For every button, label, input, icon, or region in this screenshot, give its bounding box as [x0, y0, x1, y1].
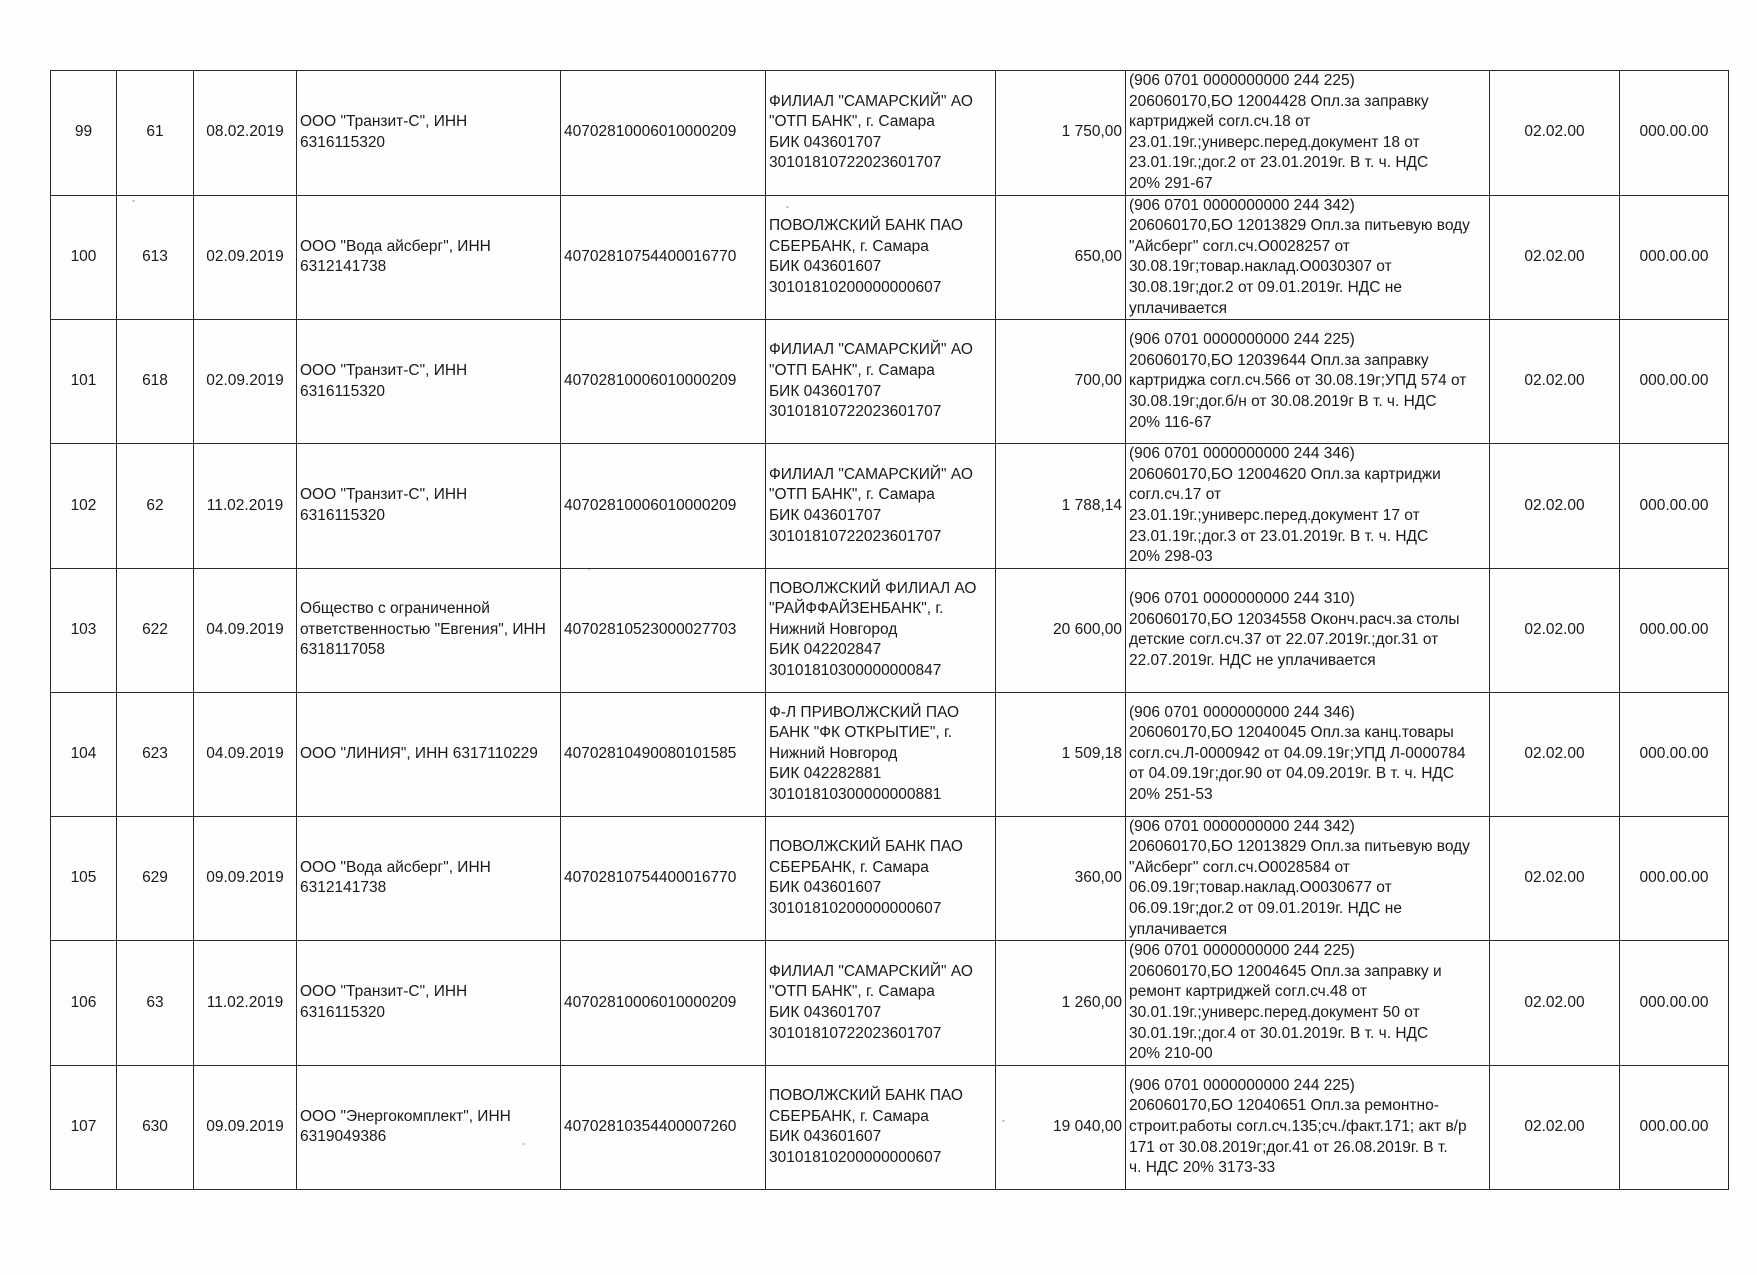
purpose-line: 206060170,БО 12004428 Опл.за заправку [1129, 92, 1429, 110]
purpose-line: 206060170,БО 12013829 Опл.за питьевую воду [1129, 838, 1470, 856]
bank-cell [766, 941, 996, 1066]
table-row [51, 320, 1729, 444]
account-cell: 40702810523000027703 [561, 568, 766, 692]
account-cell: 40702810006010000209 [561, 71, 766, 196]
purpose-line: "Айсберг" согл.сч.О0028257 от [1129, 237, 1350, 255]
table-row [51, 444, 1729, 569]
bank-line: Нижний Новгород [769, 620, 898, 638]
bank-line: БИК 043601707 [769, 1004, 882, 1022]
bank-line: БИК 043601607 [769, 258, 882, 276]
org-line: ООО "Транзит-С", ИНН [300, 486, 468, 504]
purpose-line: (906 0701 0000000000 244 342) [1129, 196, 1355, 214]
secondary-code-cell: 000.00.00 [1620, 568, 1729, 692]
amount-cell: 700,00 [996, 320, 1126, 444]
bank-line: "ОТП БАНК", г. Самара [769, 983, 935, 1001]
payment-purpose-cell [1126, 692, 1490, 816]
date-cell: 02.09.2019 [194, 320, 297, 444]
table-row [51, 195, 1729, 320]
date-cell: 02.09.2019 [194, 195, 297, 320]
bank-line: ФИЛИАЛ "САМАРСКИЙ" АО [769, 92, 973, 110]
document-number-cell: 629 [117, 816, 194, 941]
document-number-cell: 630 [117, 1065, 194, 1189]
purpose-line: уплачивается [1129, 920, 1228, 938]
purpose-line: 23.01.19г.;дог.2 от 23.01.2019г. В т. ч. НДС [1129, 154, 1429, 172]
account-cell: 40702810490080101585 [561, 692, 766, 816]
org-line: 6316115320 [300, 506, 386, 524]
bank-line: 30101810200000000607 [769, 900, 942, 918]
org-line: 6318117058 [300, 641, 386, 659]
org-line: ООО "Энергокомплект", ИНН [300, 1107, 511, 1125]
payment-purpose-cell [1126, 320, 1490, 444]
date-cell: 09.09.2019 [194, 1065, 297, 1189]
purpose-line: 206060170,БО 12040651 Опл.за ремонтно- [1129, 1097, 1439, 1115]
date-cell: 08.02.2019 [194, 71, 297, 196]
bank-line: ПОВОЛЖСКИЙ БАНК ПАО [769, 217, 963, 235]
payment-purpose-cell [1126, 195, 1490, 320]
table-row [51, 692, 1729, 816]
org-line: ООО "Вода айсберг", ИНН [300, 237, 491, 255]
organization-cell [297, 816, 561, 941]
document-number-cell: 62 [117, 444, 194, 569]
account-cell: 40702810006010000209 [561, 444, 766, 569]
org-line: 6316115320 [300, 1004, 386, 1022]
payment-purpose-cell [1126, 444, 1490, 569]
bank-line: БИК 043601707 [769, 506, 882, 524]
bank-line: ФИЛИАЛ "САМАРСКИЙ" АО [769, 465, 973, 483]
purpose-line: 30.01.19г.;дог.4 от 30.01.2019г. В т. ч. НДС [1129, 1024, 1429, 1042]
bank-cell [766, 71, 996, 196]
classification-code-cell: 02.02.00 [1490, 195, 1620, 320]
classification-code-cell: 02.02.00 [1490, 71, 1620, 196]
org-line: 6319049386 [300, 1128, 387, 1146]
account-cell: 40702810754400016770 [561, 195, 766, 320]
bank-line: 30101810722023601707 [769, 154, 942, 172]
purpose-line: 23.01.19г.;универс.перед.документ 17 от [1129, 506, 1420, 524]
row-number-cell: 104 [51, 692, 117, 816]
purpose-line: (906 0701 0000000000 244 342) [1129, 817, 1355, 835]
purpose-line: 30.08.19г;товар.наклад.О0030307 от [1129, 258, 1392, 276]
purpose-line: 20% 210-00 [1129, 1045, 1213, 1063]
secondary-code-cell: 000.00.00 [1620, 444, 1729, 569]
purpose-line: от 04.09.19г;дог.90 от 04.09.2019г. В т. ч. НДС [1129, 765, 1455, 783]
payment-purpose-cell [1126, 568, 1490, 692]
account-cell: 40702810006010000209 [561, 320, 766, 444]
organization-cell [297, 195, 561, 320]
bank-line: Ф-Л ПРИВОЛЖСКИЙ ПАО [769, 703, 960, 721]
bank-line: БИК 042202847 [769, 641, 882, 659]
purpose-line: 171 от 30.08.2019г;дог.41 от 26.08.2019г. В т. [1129, 1138, 1448, 1156]
date-cell: 09.09.2019 [194, 816, 297, 941]
bank-line: 30101810300000000881 [769, 786, 942, 804]
purpose-line: уплачивается [1129, 299, 1228, 317]
bank-line: Нижний Новгород [769, 744, 898, 762]
document-number-cell: 618 [117, 320, 194, 444]
document-number-cell: 622 [117, 568, 194, 692]
bank-line: 30101810722023601707 [769, 1024, 942, 1042]
payment-purpose-cell [1126, 71, 1490, 196]
organization-cell [297, 444, 561, 569]
secondary-code-cell: 000.00.00 [1620, 816, 1729, 941]
classification-code-cell: 02.02.00 [1490, 941, 1620, 1066]
purpose-line: (906 0701 0000000000 244 346) [1129, 703, 1355, 721]
purpose-line: картриджа согл.сч.566 от 30.08.19г;УПД 574 от [1129, 372, 1467, 390]
bank-line: БАНК "ФК ОТКРЫТИЕ", г. [769, 724, 953, 742]
purpose-line: 06.09.19г;товар.наклад.О0030677 от [1129, 879, 1392, 897]
purpose-line: (906 0701 0000000000 244 225) [1129, 72, 1355, 89]
org-line: ООО "ЛИНИЯ", ИНН 6317110229 [300, 744, 538, 762]
purpose-line: (906 0701 0000000000 244 225) [1129, 942, 1355, 960]
payments-table [50, 70, 1729, 1190]
amount-cell: 360,00 [996, 816, 1126, 941]
purpose-line: (906 0701 0000000000 244 225) [1129, 331, 1355, 349]
payment-purpose-cell [1126, 1065, 1490, 1189]
classification-code-cell: 02.02.00 [1490, 320, 1620, 444]
bank-line: БИК 043601607 [769, 1128, 882, 1146]
bank-cell [766, 444, 996, 569]
classification-code-cell: 02.02.00 [1490, 1065, 1620, 1189]
org-line: 6312141738 [300, 879, 387, 897]
bank-line: СБЕРБАНК, г. Самара [769, 237, 929, 255]
bank-line: "ОТП БАНК", г. Самара [769, 362, 935, 380]
secondary-code-cell: 000.00.00 [1620, 692, 1729, 816]
org-line: 6312141738 [300, 258, 387, 276]
account-cell: 40702810754400016770 [561, 816, 766, 941]
purpose-line: (906 0701 0000000000 244 225) [1129, 1076, 1355, 1094]
document-number-cell: 623 [117, 692, 194, 816]
row-number-cell: 103 [51, 568, 117, 692]
amount-cell: 20 600,00 [996, 568, 1126, 692]
purpose-line: 20% 116-67 [1129, 413, 1212, 431]
purpose-line: картриджей согл.сч.18 от [1129, 113, 1311, 131]
bank-line: СБЕРБАНК, г. Самара [769, 858, 929, 876]
amount-cell: 1 509,18 [996, 692, 1126, 816]
bank-cell [766, 692, 996, 816]
purpose-line: (906 0701 0000000000 244 310) [1129, 590, 1355, 607]
bank-line: 30101810300000000847 [769, 662, 942, 680]
bank-cell [766, 1065, 996, 1189]
secondary-code-cell: 000.00.00 [1620, 71, 1729, 196]
classification-code-cell: 02.02.00 [1490, 568, 1620, 692]
date-cell: 04.09.2019 [194, 692, 297, 816]
purpose-line: детские согл.сч.37 от 22.07.2019г.;дог.31 от [1129, 631, 1439, 649]
amount-cell: 1 750,00 [996, 71, 1126, 196]
bank-line: ФИЛИАЛ "САМАРСКИЙ" АО [769, 962, 973, 980]
org-line: ответственностью "Евгения", ИНН [300, 620, 546, 638]
bank-line: ПОВОЛЖСКИЙ БАНК ПАО [769, 838, 963, 856]
org-line: ООО "Транзит-С", ИНН [300, 362, 468, 380]
date-cell: 11.02.2019 [194, 941, 297, 1066]
purpose-line: 23.01.19г.;универс.перед.документ 18 от [1129, 133, 1420, 151]
table-row [51, 568, 1729, 692]
classification-code-cell: 02.02.00 [1490, 692, 1620, 816]
bank-line: ПОВОЛЖСКИЙ ФИЛИАЛ АО [769, 579, 977, 597]
bank-cell [766, 195, 996, 320]
secondary-code-cell: 000.00.00 [1620, 1065, 1729, 1189]
bank-line: БИК 043601707 [769, 382, 882, 400]
purpose-line: 206060170,БО 12013829 Опл.за питьевую воду [1129, 217, 1470, 235]
table-row [51, 941, 1729, 1066]
purpose-line: 06.09.19г;дог.2 от 09.01.2019г. НДС не [1129, 900, 1402, 918]
row-number-cell: 102 [51, 444, 117, 569]
org-line: Общество с ограниченной [300, 600, 490, 618]
row-number-cell: 107 [51, 1065, 117, 1189]
purpose-line: 20% 251-53 [1129, 786, 1213, 804]
amount-cell: 1 260,00 [996, 941, 1126, 1066]
date-cell: 04.09.2019 [194, 568, 297, 692]
purpose-line: согл.сч.Л-0000942 от 04.09.19г;УПД Л-0000784 [1129, 744, 1466, 762]
secondary-code-cell: 000.00.00 [1620, 195, 1729, 320]
classification-code-cell: 02.02.00 [1490, 444, 1620, 569]
organization-cell [297, 692, 561, 816]
bank-line: 30101810200000000607 [769, 1148, 942, 1166]
amount-cell: 19 040,00 [996, 1065, 1126, 1189]
purpose-line: 23.01.19г.;дог.3 от 23.01.2019г. В т. ч. НДС [1129, 527, 1429, 545]
bank-line: 30101810722023601707 [769, 527, 942, 545]
payment-purpose-cell [1126, 941, 1490, 1066]
bank-line: 30101810722023601707 [769, 403, 942, 421]
purpose-line: "Айсберг" согл.сч.О0028584 от [1129, 858, 1350, 876]
bank-line: "ОТП БАНК", г. Самара [769, 486, 935, 504]
date-cell: 11.02.2019 [194, 444, 297, 569]
purpose-line: 22.07.2019г. НДС не уплачивается [1129, 651, 1376, 669]
purpose-line: строит.работы согл.сч.135;сч./факт.171; акт в/р [1129, 1118, 1467, 1136]
org-line: ООО "Вода айсберг", ИНН [300, 858, 491, 876]
payment-purpose-cell [1126, 816, 1490, 941]
purpose-line: 30.08.19г;дог.2 от 09.01.2019г. НДС не [1129, 278, 1402, 296]
account-cell: 40702810006010000209 [561, 941, 766, 1066]
amount-cell: 1 788,14 [996, 444, 1126, 569]
purpose-line: 20% 291-67 [1129, 174, 1213, 192]
purpose-line: 20% 298-03 [1129, 548, 1213, 566]
secondary-code-cell: 000.00.00 [1620, 941, 1729, 1066]
table-row [51, 1065, 1729, 1189]
purpose-line: 30.08.19г;дог.б/н от 30.08.2019г В т. ч. НДС [1129, 392, 1437, 410]
org-line: 6316115320 [300, 382, 386, 400]
bank-line: ПОВОЛЖСКИЙ БАНК ПАО [769, 1087, 963, 1105]
bank-cell [766, 816, 996, 941]
bank-line: ФИЛИАЛ "САМАРСКИЙ" АО [769, 341, 973, 359]
purpose-line: ч. НДС 20% 3173-33 [1129, 1159, 1276, 1177]
bank-line: БИК 042282881 [769, 765, 882, 783]
org-line: ООО "Транзит-С", ИНН [300, 113, 468, 131]
bank-cell [766, 568, 996, 692]
table-row [51, 71, 1729, 196]
secondary-code-cell: 000.00.00 [1620, 320, 1729, 444]
purpose-line: 206060170,БО 12004645 Опл.за заправку и [1129, 962, 1442, 980]
purpose-line: 206060170,БО 12004620 Опл.за картриджи [1129, 465, 1441, 483]
org-line: 6316115320 [300, 133, 386, 151]
row-number-cell: 100 [51, 195, 117, 320]
organization-cell [297, 568, 561, 692]
organization-cell [297, 941, 561, 1066]
purpose-line: 206060170,БО 12040045 Опл.за канц.товары [1129, 724, 1454, 742]
purpose-line: 206060170,БО 12039644 Опл.за заправку [1129, 351, 1429, 369]
organization-cell [297, 1065, 561, 1189]
table-row [51, 816, 1729, 941]
document-number-cell: 61 [117, 71, 194, 196]
table-body [51, 71, 1729, 1190]
bank-line: "ОТП БАНК", г. Самара [769, 113, 935, 131]
account-cell: 40702810354400007260 [561, 1065, 766, 1189]
bank-line: "РАЙФФАЙЗЕНБАНК", г. [769, 600, 944, 618]
bank-line: БИК 043601707 [769, 133, 882, 151]
bank-cell [766, 320, 996, 444]
row-number-cell: 99 [51, 71, 117, 196]
document-number-cell: 63 [117, 941, 194, 1066]
row-number-cell: 101 [51, 320, 117, 444]
row-number-cell: 106 [51, 941, 117, 1066]
purpose-line: 206060170,БО 12034558 Оконч.расч.за столы [1129, 610, 1460, 628]
organization-cell [297, 71, 561, 196]
org-line: ООО "Транзит-С", ИНН [300, 983, 468, 1001]
bank-line: БИК 043601607 [769, 879, 882, 897]
bank-line: СБЕРБАНК, г. Самара [769, 1107, 929, 1125]
classification-code-cell: 02.02.00 [1490, 816, 1620, 941]
purpose-line: (906 0701 0000000000 244 346) [1129, 445, 1355, 463]
amount-cell: 650,00 [996, 195, 1126, 320]
purpose-line: 30.01.19г.;универс.перед.документ 50 от [1129, 1004, 1420, 1022]
organization-cell [297, 320, 561, 444]
row-number-cell: 105 [51, 816, 117, 941]
purpose-line: согл.сч.17 от [1129, 486, 1222, 504]
purpose-line: ремонт картриджей согл.сч.48 от [1129, 983, 1367, 1001]
document-number-cell: 613 [117, 195, 194, 320]
bank-line: 30101810200000000607 [769, 278, 942, 296]
